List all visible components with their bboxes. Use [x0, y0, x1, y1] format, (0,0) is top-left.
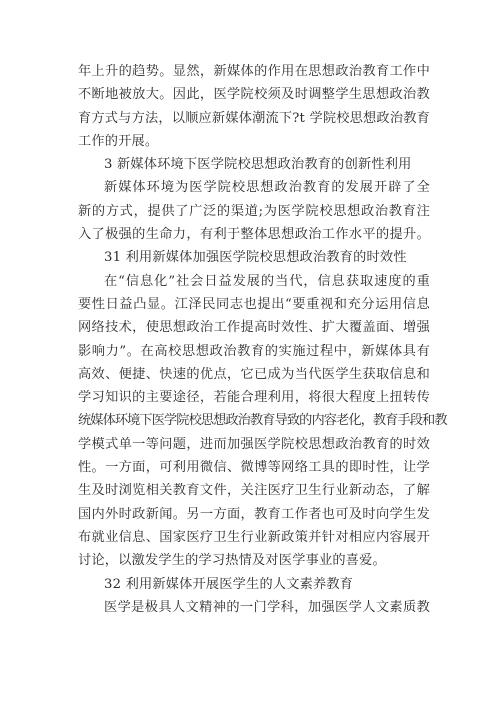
body-line: 生及时浏览相关教育文件，关注医疗卫生行业新动态，了解	[78, 483, 430, 499]
body-line: 新的方式，提供了广泛的渠道;为医学院校思想政治教育注	[78, 203, 430, 219]
body-line: 入了极强的生命力，有利于整体思想政治工作水平的提升。	[78, 227, 430, 243]
body-line: 育方式与方法，以顺应新媒体潮流下?t 学院校思想政治教育	[78, 110, 430, 126]
paragraph-first-line: 新媒体环境为医学院校思想政治教育的发展开辟了全	[104, 180, 430, 196]
body-line: 讨论，以激发学生的学习热情及对医学事业的喜爱。	[78, 553, 386, 569]
body-line: 统媒体环境下医学院校思想政治教育导致的内容老化，教育手段和教	[78, 413, 447, 429]
document-page	[78, 60, 447, 619]
body-line: 国内外时政新闻。另一方面，教育工作者也可及时向学生发	[78, 506, 430, 522]
body-line: 要性日益凸显。江泽民同志也提出“要重视和充分运用信息	[78, 296, 430, 312]
body-line: 学模式单一等问题，进而加强医学院校思想政治教育的时效	[78, 436, 430, 452]
paragraph-first-line: 在“信息化”社会日益发展的当代，信息获取速度的重	[104, 273, 430, 289]
paragraph-first-line: 医学是极具人文精神的一门学科，加强医学人文素质教	[104, 599, 430, 615]
body-line: 影响力”。在高校思想政治教育的实施过程中，新媒体具有	[78, 343, 430, 359]
section-heading-3: 3 新媒体环境下医学院校思想政治教育的创新性利用	[104, 157, 412, 173]
body-line: 不断地被放大。因此，医学院校须及时调整学生思想政治教	[78, 87, 430, 103]
body-line: 工作的开展。	[78, 133, 159, 149]
body-line: 网络技术，使思想政治工作提高时效性、扩大覆盖面、增强	[78, 320, 430, 336]
body-line: 布就业信息、国家医疗卫生行业新政策并针对相应内容展开	[78, 529, 430, 545]
body-line: 学习知识的主要途径，若能合理利用，将很大程度上扭转传	[78, 390, 430, 406]
subsection-heading-3-1: 31 利用新媒体加强医学院校思想政治教育的时效性	[104, 250, 407, 266]
body-line: 年上升的趋势。显然，新媒体的作用在思想政治教育工作中	[78, 64, 430, 79]
subsection-heading-3-2: 32 利用新媒体开展医学生的人文素养教育	[104, 576, 354, 592]
body-line: 性。一方面，可利用微信、微博等网络工具的即时性，让学	[78, 460, 430, 476]
body-line: 高效、便捷、快速的优点，它已成为当代医学生获取信息和	[78, 366, 430, 382]
